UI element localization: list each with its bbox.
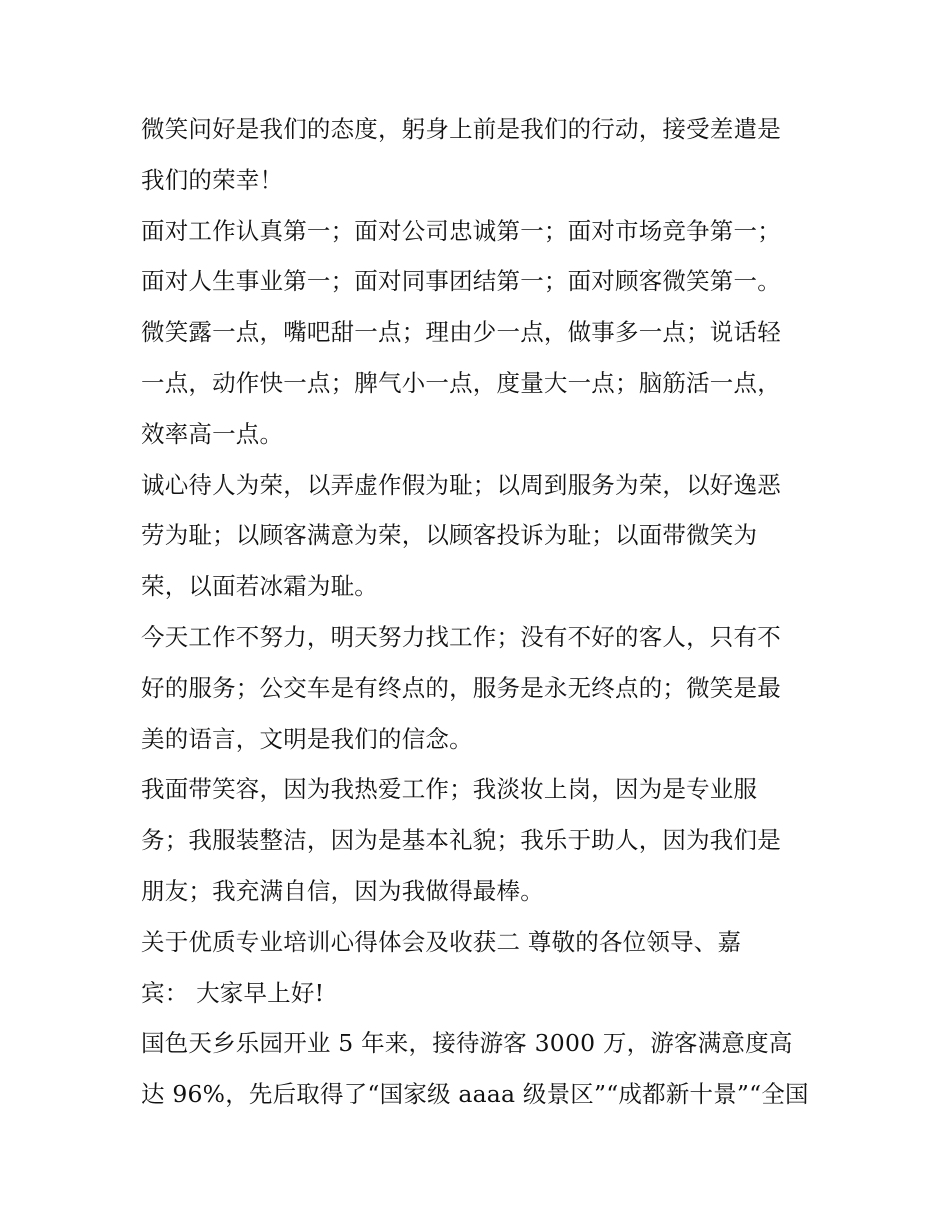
paragraph-smile-pledge bbox=[141, 764, 813, 916]
text-line: 微笑露一点，嘴吧甜一点；理由少一点，做事多一点；说话轻 bbox=[141, 318, 781, 347]
paragraph-service-attitude bbox=[141, 104, 813, 206]
paragraph-section-two-greeting bbox=[141, 917, 813, 1019]
text-line: 今天工作不努力，明天努力找工作；没有不好的客人，只有不 bbox=[141, 622, 781, 651]
text-line: 一点，动作快一点；脾气小一点，度量大一点；脑筋活一点， bbox=[141, 368, 781, 397]
text-line: 面对工作认真第一；面对公司忠诚第一；面对市场竞争第一； bbox=[141, 216, 781, 245]
text-line: 美的语言，文明是我们的信念。 bbox=[141, 724, 473, 753]
document-body bbox=[141, 104, 813, 1120]
text-line: 达 96%，先后取得了“国家级 aaaa 级景区”“成都新十景”“全国 bbox=[141, 1080, 809, 1109]
text-line: 国色天乡乐园开业 5 年来，接待游客 3000 万，游客满意度高 bbox=[141, 1029, 793, 1058]
text-line: 我们的荣幸！ bbox=[141, 165, 284, 194]
paragraph-work-and-service bbox=[141, 612, 813, 764]
paragraph-park-achievements bbox=[141, 1018, 813, 1120]
text-line: 朋友；我充满自信，因为我做得最棒。 bbox=[141, 876, 544, 905]
text-line: 微笑问好是我们的态度，躬身上前是我们的行动，接受差遣是 bbox=[141, 115, 781, 143]
text-line: 效率高一点。 bbox=[141, 419, 284, 448]
text-line: 面对人生事业第一；面对同事团结第一；面对顾客微笑第一。 bbox=[141, 267, 781, 296]
text-line: 劳为耻；以顾客满意为荣，以顾客投诉为耻；以面带微笑为 bbox=[141, 521, 758, 550]
text-line: 务；我服装整洁，因为是基本礼貌；我乐于助人，因为我们是 bbox=[141, 826, 781, 855]
text-line: 诚心待人为荣，以弄虚作假为耻；以周到服务为荣，以好逸恶 bbox=[141, 470, 781, 499]
text-line: 我面带笑容，因为我热爱工作；我淡妆上岗，因为是专业服 bbox=[141, 775, 758, 804]
text-line: 宾： 大家早上好! bbox=[141, 978, 325, 1007]
paragraph-six-firsts bbox=[141, 206, 813, 308]
text-line: 好的服务；公交车是有终点的，服务是永无终点的；微笑是最 bbox=[141, 673, 781, 702]
text-line: 荣，以面若冰霜为耻。 bbox=[141, 572, 378, 601]
paragraph-a-little-more bbox=[141, 307, 813, 459]
text-line: 关于优质专业培训心得体会及收获二 尊敬的各位领导、嘉 bbox=[141, 927, 742, 956]
paragraph-honor-and-shame bbox=[141, 460, 813, 612]
